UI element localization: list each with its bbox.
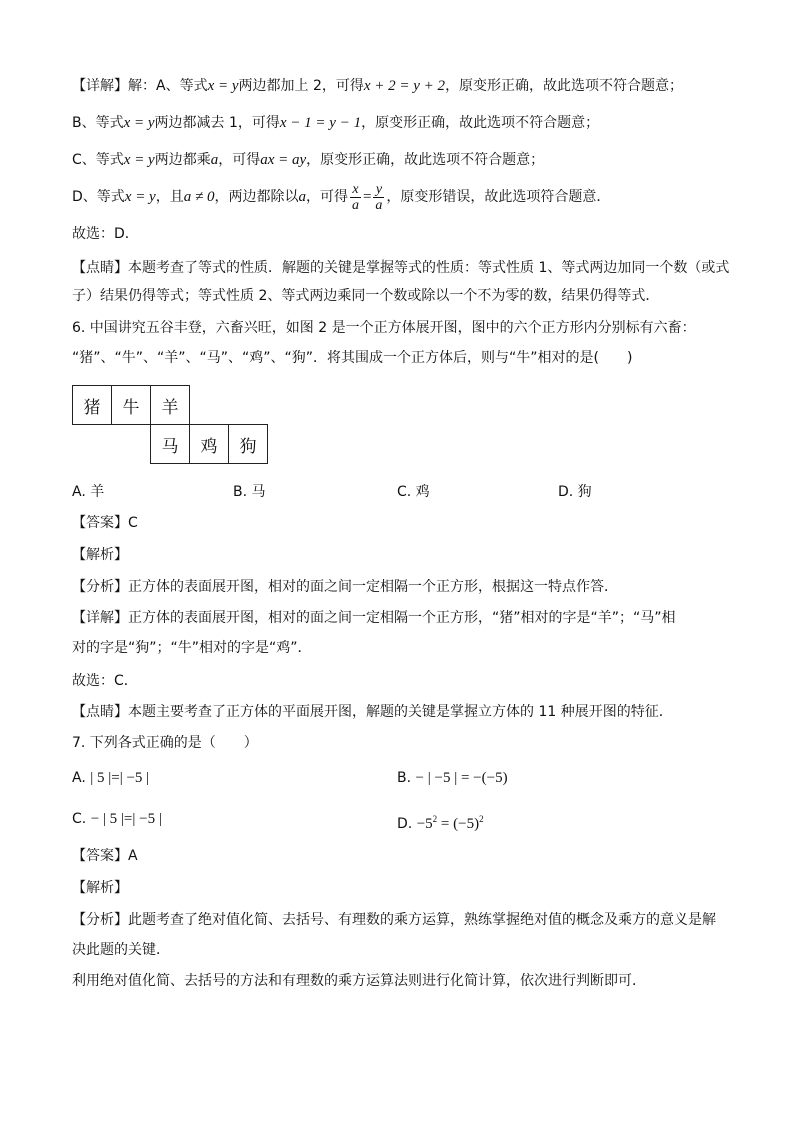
q7-fenxi-line-1: 【分析】此题考查了绝对值化简、去括号、有理数的乘方运算，熟练掌握绝对值的概念及乘方的意义是解 [72,912,716,928]
detail-tag: 【详解】 [72,78,128,94]
q6-choice: 故选：C． [72,673,138,689]
fenxi-tag: 【分析】 [72,579,128,595]
q6-option-a: A. 羊 [72,484,105,500]
q7-option-a: A. | 5 |=| −5 | [72,770,150,786]
fenxi-tag: 【分析】 [72,912,128,928]
answer-tag: 【答案】 [72,848,128,864]
q5-detail-line-b: B、等式x = y两边都减去 1，可得x − 1 = y − 1，原变形正确，故此选项不符合题意； [72,115,600,131]
net-cell-horse: 马 [150,424,190,464]
fraction-x-over-a: $\frac{x}{a}$ [351,181,359,213]
q5-detail-line-d: D、等式x = y，且a ≠ 0，两边都除以a，可得 $\frac{x}{a}$ = $\frac{y}{a}$ ，原变形错误，故此选项符合题意． [72,181,611,213]
equation: x = y [123,152,155,168]
q6-answer [72,513,138,533]
net-cell-sheep: 羊 [150,385,190,425]
q6-option-d: D. 狗 [558,484,592,500]
q6-detail-line-2: 对的字是“狗”；“牛”相对的字是“鸡”． [72,640,312,656]
cube-net-figure [72,385,272,465]
q6-analysis-heading: 【解析】 [72,547,128,563]
net-cell-ox: 牛 [111,385,151,425]
q7-fenxi-line-2: 决此题的关键． [72,942,170,958]
fraction-y-over-a: $\frac{y}{a}$ [375,181,383,213]
expression: | 5 |=| −5 | [90,770,150,786]
equation: ax = ay [260,152,307,168]
expression: $-5^2 = (-5)^2$ [416,814,484,832]
equation: x = y [124,189,156,205]
q5-choice: 故选：D． [72,226,139,242]
equation: x = y [207,78,239,94]
variable: a [298,189,306,205]
variable: a [210,152,219,168]
q6-option-b: B. 马 [233,484,266,500]
q7-option-b: B. − | −5 | = −(−5) [397,770,508,786]
q6-stem-line-2: “猪”、“牛”、“羊”、“马”、“鸡”、“狗”．将其围成一个正方体后，则与“牛”相对的是( ) [72,350,633,366]
q5-comment-line-2: 子）结果仍得等式；等式性质 2、等式两边乘同一个数或除以一个不为零的数，结果仍得等式． [72,288,660,304]
net-cell-dog: 狗 [228,424,268,464]
expression: − | 5 |=| −5 | [90,811,162,827]
q7-option-c: C. − | 5 |=| −5 | [72,811,162,827]
expression: − | −5 | = −(−5) [415,770,508,786]
detail-tag: 【详解】 [72,610,128,626]
q7-option-d: D. $-5^2 = (-5)^2$ [397,814,484,832]
equation: x − 1 = y − 1 [279,115,362,131]
q5-detail-line-c: C、等式x = y两边都乘a，可得ax = ay，原变形正确，故此选项不符合题意； [72,152,545,168]
q7-answer [72,846,138,866]
condition: a ≠ 0 [183,189,215,205]
comment-tag: 【点睛】 [72,704,128,720]
answer-value: C [128,515,138,531]
q5-comment-line-1: 【点睛】本题考查了等式的性质．解题的关键是掌握等式的性质：等式性质 1、等式两边加同一个数（或式 [72,260,730,276]
net-cell-chicken: 鸡 [189,424,229,464]
q6-detail-line-1: 【详解】正方体的表面展开图，相对的面之间一定相隔一个正方形，“猪”相对的字是“羊”；“马”相 [72,610,676,626]
q6-fenxi: 【分析】正方体的表面展开图，相对的面之间一定相隔一个正方形，根据这一特点作答． [72,579,618,595]
comment-tag: 【点睛】 [72,260,128,276]
q6-comment: 【点睛】本题主要考查了正方体的平面展开图，解题的关键是掌握立方体的 11 种展开图的特征． [72,704,673,720]
net-cell-pig: 猪 [72,385,112,425]
equation: x + 2 = y + 2 [363,78,446,94]
answer-tag: 【答案】 [72,515,128,531]
equation: x = y [123,115,155,131]
q7-analysis-heading: 【解析】 [72,880,128,896]
q7-fenxi-line-3: 利用绝对值化简、去括号的方法和有理数的乘方运算法则进行化简计算，依次进行判断即可． [72,973,646,989]
answer-value: A [128,848,138,864]
q6-option-c: C. 鸡 [397,484,430,500]
q5-detail-line-a: 【详解】解：A、等式x = y两边都加上 2，可得x + 2 = y + 2，原变形正确，故此选项不符合题意； [72,78,684,94]
q7-stem: 7. 下列各式正确的是（ ） [72,735,258,751]
q6-stem-line-1: 6. 中国讲究五谷丰登，六畜兴旺，如图 2 是一个正方体展开图，图中的六个正方形内分别标有六畜： [72,320,696,336]
